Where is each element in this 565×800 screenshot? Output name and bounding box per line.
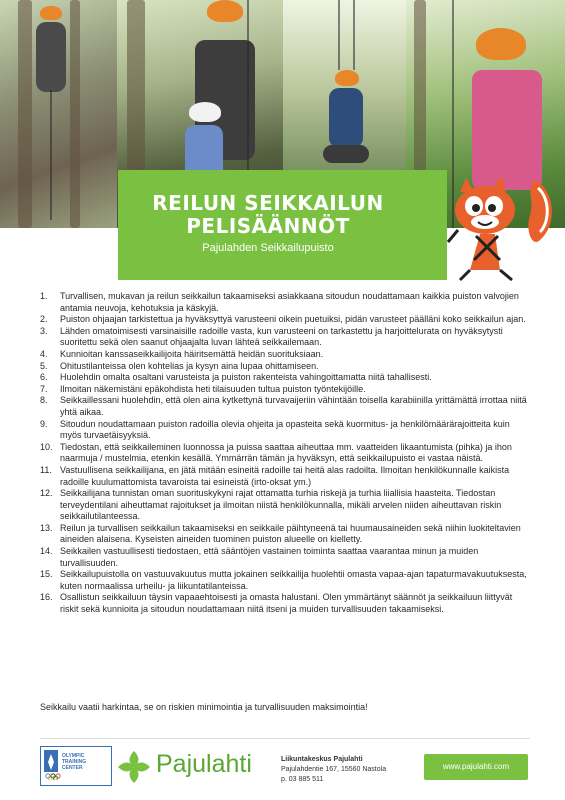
- rule-number: 10.: [40, 441, 53, 452]
- rule-item: [40, 395, 530, 418]
- rule-number: 15.: [40, 569, 53, 580]
- rule-item: [40, 361, 530, 373]
- rule-item: [40, 442, 530, 465]
- rule-text: Turvallisen, mukavan ja reilun seikkailun takaamiseksi asiakkaana sitoudun noudattamaan kaikkia puiston valvojien antamia neuvoja, kehotuksia ja käskyjä.: [60, 291, 519, 313]
- rule-item: [40, 546, 530, 569]
- squirrel-mascot-icon: [440, 170, 560, 285]
- rule-number: 13.: [40, 522, 53, 533]
- rule-item: [40, 291, 530, 314]
- rule-item: [40, 349, 530, 361]
- photo-climber-ladder: [0, 0, 117, 228]
- pajulahti-brand-name: Pajulahti: [156, 750, 252, 778]
- rule-item: [40, 488, 530, 523]
- rule-number: 4.: [40, 348, 48, 359]
- rule-number: 12.: [40, 488, 53, 499]
- rule-number: 16.: [40, 592, 53, 603]
- rule-item: [40, 326, 530, 349]
- rule-number: 9.: [40, 418, 48, 429]
- title-banner: [118, 170, 447, 280]
- closing-statement: Seikkailu vaatii harkintaa, se on riskien minimointia ja turvallisuuden maksimointia!: [40, 702, 368, 712]
- rule-text: Reilun ja turvallisen seikkailun takaamiseksi en seikkaile päihtyneenä tai huumausaineiden sekä niihin luokiteltavien aineiden alaisena. Kyseisten aineiden tuominen puiston alueelle on kielletty.: [60, 522, 521, 545]
- rule-item: [40, 569, 530, 592]
- footer-divider: [40, 738, 530, 739]
- rule-number: 6.: [40, 372, 48, 383]
- title-line-1: REILUN SEIKKAILUN: [152, 191, 384, 215]
- rule-text: Huolehdin omalta osaltani varusteista ja puiston rakenteista vahingoittamatta niitä tahallisesti.: [60, 372, 432, 383]
- rule-number: 3.: [40, 325, 48, 336]
- olympic-rings-icon: [44, 750, 106, 780]
- title-line-2: PELISÄÄNNÖT: [186, 214, 350, 238]
- rule-text: Seikkailupuistolla on vastuuvakuutus mutta jokainen seikkailija huolehtii omasta vapaa-ajan tapaturmavakuutuksesta, kuten normaalissa urheilu- ja liikuntatilanteissa.: [60, 569, 527, 591]
- rule-text: Seikkaillessani huolehdin, että olen aina kytkettynä turvavaijeriin vähintään toisella karabiinilla yrittämättä irrottaa niitä yhtä aikaa.: [60, 395, 527, 417]
- rule-text: Tiedostan, että seikkaileminen luonnossa ja puissa saattaa aiheuttaa mm. vaatteiden likaantumista (pihka) ja ihon naarmuja / mustelmia, etenkin kesällä. Ymmärrän tämän ja hyväksyn, että seikkailupuisto ei vastaa näistä.: [60, 441, 512, 464]
- contact-address: Pajulahdentie 167, 15560 Nastola: [281, 766, 387, 773]
- rule-text: Ilmoitan näkemistäni epäkohdista heti tilaisuuden tultua puiston työntekijöille.: [60, 383, 366, 394]
- rule-number: 5.: [40, 360, 48, 371]
- rule-text: Lähden omatoimisesti varsinaisille radoille vasta, kun varusteeni on tarkastettu ja harjoittelurata on hyväksytysti suoritettu sekä olen saanut ohjaajalta luvan lähteä seikkailemaan.: [60, 325, 503, 348]
- rule-number: 2.: [40, 314, 48, 325]
- pajulahti-leaf-icon: [116, 749, 152, 785]
- rule-number: 14.: [40, 546, 53, 557]
- svg-text:TRAINING: TRAINING: [62, 759, 87, 765]
- rules-list: [40, 291, 530, 616]
- contact-org-name: Liikuntakeskus Pajulahti: [281, 756, 363, 763]
- contact-phone: p. 03 885 511: [281, 776, 324, 783]
- rule-item: [40, 523, 530, 546]
- rule-text: Seikkailijana tunnistan oman suorituskykyni rajat ottamatta turhia riskejä ja turhia liiallisia haasteita. Tiedostan terveydentilani aiheuttamat rajoitukset ja ilmoitan niistä henkilökunnalla, mikäli arvelen niiden aiheuttavan riskin seikkailutilanteessa.: [60, 488, 502, 522]
- rule-text: Seikkailen vastuullisesti tiedostaen, että sääntöjen vastainen toiminta saattaa vaarantaa minun ja muiden turvallisuuden.: [60, 546, 479, 568]
- rule-item: [40, 384, 530, 396]
- rule-number: 1.: [40, 291, 48, 301]
- rule-item: [40, 314, 530, 326]
- olympic-training-center-logo: [40, 746, 112, 786]
- svg-text:OLYMPIC: OLYMPIC: [62, 753, 85, 759]
- rule-text: Osallistun seikkailuun täysin vapaaehtoisesti ja omasta halustani. Olen ymmärtänyt säännöt ja seikkailuun liittyvät riskit sekä kunnioita ja sitoudun noudattamaan niitä itseni ja muiden turvallisuuden takaamiseksi.: [60, 592, 513, 615]
- rule-text: Puiston ohjaajan tarkistettua ja hyväksyttyä varusteeni oikein puetuiksi, pidän varusteet päälläni koko seikkailun ajan.: [60, 314, 526, 325]
- rule-item: [40, 372, 530, 384]
- rule-text: Sitoudun noudattamaan puiston radoilla olevia ohjeita ja opasteita sekä kuormitus- ja henkilömäärärajoitteita kuin myös turvaetäisyyksiä.: [60, 418, 510, 441]
- rule-item: [40, 419, 530, 442]
- rule-number: 8.: [40, 395, 48, 406]
- rule-number: 7.: [40, 383, 48, 394]
- rule-item: [40, 465, 530, 488]
- website-link[interactable]: www.pajulahti.com: [424, 754, 528, 780]
- contact-info: [281, 755, 386, 785]
- rule-text: Ohitustilanteissa olen kohtelias ja kysyn aina lupaa ohittamiseen.: [60, 360, 319, 371]
- rule-item: [40, 592, 530, 615]
- page-title: [118, 192, 418, 238]
- rule-number: 11.: [40, 464, 52, 475]
- rule-text: Kunnioitan kanssaseikkailijoita häiritsemättä heidän suorituksiaan.: [60, 348, 324, 359]
- rule-text: Vastuullisena seikkailijana, en jätä mitään esineitä radoille tai heitä alas radoilta. Ilmoitan henkilökunnalle kaikista radoille kuulumattomista tavaroista tai esineistä (irto-oksat ym.): [60, 464, 510, 487]
- pajulahti-logo: [116, 748, 266, 786]
- svg-text:CENTER: CENTER: [62, 765, 83, 771]
- page-subtitle: Pajulahden Seikkailupuisto: [202, 242, 334, 254]
